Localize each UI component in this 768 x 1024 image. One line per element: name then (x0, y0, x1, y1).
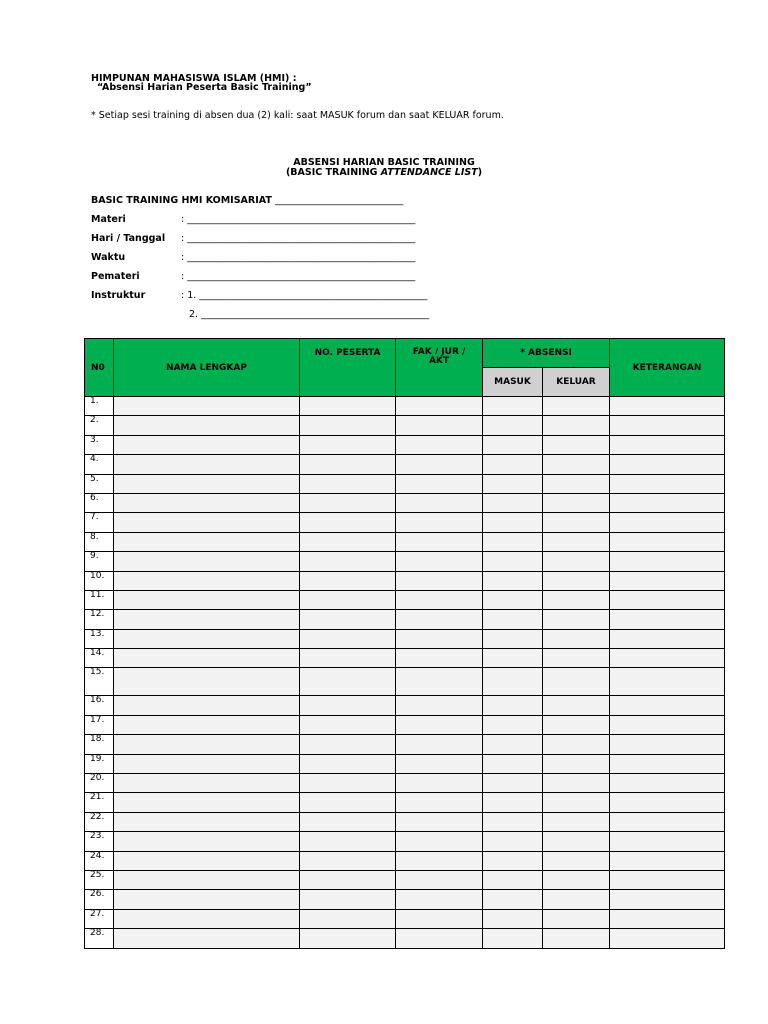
table-row (85, 590, 725, 609)
cell-masuk[interactable] (483, 629, 543, 648)
table-row (85, 715, 725, 734)
field-line-instruktur-1: : 1. ________________________________________________ (181, 290, 428, 301)
cell-masuk[interactable] (483, 532, 543, 551)
cell-keterangan[interactable] (610, 649, 725, 668)
cell-keterangan[interactable] (610, 493, 725, 512)
cell-no-peserta[interactable] (300, 474, 396, 493)
cell-masuk[interactable] (483, 649, 543, 668)
cell-keterangan[interactable] (610, 832, 725, 851)
table-row (85, 929, 725, 948)
cell-keterangan[interactable] (610, 513, 725, 532)
cell-nama[interactable] (114, 793, 300, 812)
cell-no-peserta[interactable] (300, 812, 396, 831)
cell-nama[interactable] (114, 851, 300, 870)
cell-no-peserta[interactable] (300, 571, 396, 590)
cell-keluar[interactable] (543, 870, 610, 889)
cell-no-peserta[interactable] (300, 610, 396, 629)
field-label-waktu: Waktu (91, 252, 126, 263)
row-number: 19. (85, 754, 114, 773)
cell-masuk[interactable] (483, 774, 543, 793)
row-number: 25. (85, 870, 114, 889)
cell-no-peserta[interactable] (300, 715, 396, 734)
cell-keterangan[interactable] (610, 774, 725, 793)
table-row (85, 552, 725, 571)
cell-nama[interactable] (114, 668, 300, 696)
field-label-instruktur: Instruktur (91, 290, 146, 301)
table-row (85, 870, 725, 889)
row-number: 1. (85, 397, 114, 416)
table-row (85, 493, 725, 512)
cell-masuk[interactable] (483, 493, 543, 512)
cell-masuk[interactable] (483, 793, 543, 812)
row-number: 5. (85, 474, 114, 493)
cell-keterangan[interactable] (610, 571, 725, 590)
row-number: 18. (85, 735, 114, 754)
row-number: 4. (85, 455, 114, 474)
field-line-hari: : ________________________________________________ (181, 233, 416, 244)
row-number: 11. (85, 590, 114, 609)
cell-fak[interactable] (396, 571, 483, 590)
table-row (85, 649, 725, 668)
cell-no-peserta[interactable] (300, 793, 396, 812)
cell-masuk[interactable] (483, 929, 543, 948)
cell-masuk[interactable] (483, 416, 543, 435)
cell-fak[interactable] (396, 793, 483, 812)
cell-keluar[interactable] (543, 890, 610, 909)
cell-keluar[interactable] (543, 435, 610, 454)
cell-fak[interactable] (396, 890, 483, 909)
cell-nama[interactable] (114, 571, 300, 590)
cell-fak[interactable] (396, 774, 483, 793)
cell-masuk[interactable] (483, 668, 543, 696)
cell-no-peserta[interactable] (300, 832, 396, 851)
cell-no-peserta[interactable] (300, 909, 396, 928)
cell-keterangan[interactable] (610, 552, 725, 571)
table-row (85, 851, 725, 870)
title-sub-prefix: (BASIC TRAINING (285, 167, 381, 178)
header-no-peserta: NO. PESERTA (300, 339, 396, 397)
cell-keluar[interactable] (543, 610, 610, 629)
table-row (85, 455, 725, 474)
cell-keterangan[interactable] (610, 735, 725, 754)
cell-fak[interactable] (396, 610, 483, 629)
row-number: 16. (85, 696, 114, 715)
cell-keterangan[interactable] (610, 812, 725, 831)
cell-nama[interactable] (114, 870, 300, 889)
cell-no-peserta[interactable] (300, 590, 396, 609)
cell-no-peserta[interactable] (300, 416, 396, 435)
cell-no-peserta[interactable] (300, 668, 396, 696)
komisariat-field (91, 195, 403, 206)
cell-masuk[interactable] (483, 435, 543, 454)
table-row (85, 397, 725, 416)
table-row (85, 435, 725, 454)
row-number: 15. (85, 668, 114, 696)
cell-fak[interactable] (396, 590, 483, 609)
cell-nama[interactable] (114, 629, 300, 648)
cell-no-peserta[interactable] (300, 774, 396, 793)
field-label-materi: Materi (91, 214, 126, 225)
cell-masuk[interactable] (483, 754, 543, 773)
cell-keterangan[interactable] (610, 890, 725, 909)
cell-keluar[interactable] (543, 649, 610, 668)
cell-masuk[interactable] (483, 571, 543, 590)
cell-keterangan[interactable] (610, 397, 725, 416)
attendance-note: * Setiap sesi training di absen dua (2) kali: saat MASUK forum dan saat KELUAR forum. (91, 110, 504, 121)
row-number: 22. (85, 812, 114, 831)
org-title: HIMPUNAN MAHASISWA ISLAM (HMI) : (91, 73, 297, 84)
cell-nama[interactable] (114, 909, 300, 928)
title-sub-suffix: ) (477, 167, 483, 178)
cell-nama[interactable] (114, 812, 300, 831)
cell-nama[interactable] (114, 493, 300, 512)
cell-no-peserta[interactable] (300, 696, 396, 715)
row-number: 24. (85, 851, 114, 870)
cell-masuk[interactable] (483, 590, 543, 609)
table-row (85, 774, 725, 793)
cell-nama[interactable] (114, 735, 300, 754)
cell-keluar[interactable] (543, 571, 610, 590)
cell-keterangan[interactable] (610, 590, 725, 609)
header-masuk: MASUK (483, 368, 543, 397)
row-number: 2. (85, 416, 114, 435)
cell-keterangan[interactable] (610, 754, 725, 773)
komisariat-line: ___________________________ (275, 195, 404, 206)
cell-no-peserta[interactable] (300, 929, 396, 948)
row-number: 13. (85, 629, 114, 648)
cell-keterangan[interactable] (610, 793, 725, 812)
cell-keluar[interactable] (543, 774, 610, 793)
cell-nama[interactable] (114, 610, 300, 629)
cell-masuk[interactable] (483, 890, 543, 909)
cell-keterangan[interactable] (610, 851, 725, 870)
cell-keluar[interactable] (543, 552, 610, 571)
cell-nama[interactable] (114, 649, 300, 668)
cell-nama[interactable] (114, 832, 300, 851)
row-number: 28. (85, 929, 114, 948)
cell-masuk[interactable] (483, 735, 543, 754)
cell-fak[interactable] (396, 668, 483, 696)
cell-no-peserta[interactable] (300, 532, 396, 551)
cell-fak[interactable] (396, 870, 483, 889)
cell-fak[interactable] (396, 832, 483, 851)
row-number: 27. (85, 909, 114, 928)
cell-nama[interactable] (114, 890, 300, 909)
table-row (85, 696, 725, 715)
cell-fak[interactable] (396, 493, 483, 512)
cell-keluar[interactable] (543, 455, 610, 474)
header-keterangan: KETERANGAN (610, 339, 725, 397)
row-number: 10. (85, 571, 114, 590)
cell-keluar[interactable] (543, 754, 610, 773)
cell-masuk[interactable] (483, 513, 543, 532)
cell-nama[interactable] (114, 455, 300, 474)
row-number: 8. (85, 532, 114, 551)
table-row (85, 909, 725, 928)
field-line-pemateri: : ________________________________________________ (181, 271, 416, 282)
cell-keluar[interactable] (543, 832, 610, 851)
table-row (85, 532, 725, 551)
header-keluar: KELUAR (543, 368, 610, 397)
cell-fak[interactable] (396, 851, 483, 870)
cell-keterangan[interactable] (610, 532, 725, 551)
cell-nama[interactable] (114, 696, 300, 715)
table-row (85, 793, 725, 812)
cell-no-peserta[interactable] (300, 455, 396, 474)
cell-no-peserta[interactable] (300, 851, 396, 870)
cell-nama[interactable] (114, 513, 300, 532)
komisariat-label: BASIC TRAINING HMI KOMISARIAT (91, 195, 272, 206)
cell-fak[interactable] (396, 455, 483, 474)
cell-keterangan[interactable] (610, 474, 725, 493)
cell-keluar[interactable] (543, 735, 610, 754)
cell-keluar[interactable] (543, 793, 610, 812)
cell-fak[interactable] (396, 513, 483, 532)
title-sub-italic: ATTENDANCE LIST (380, 167, 478, 178)
field-line-waktu: : ________________________________________________ (181, 252, 416, 263)
cell-no-peserta[interactable] (300, 513, 396, 532)
row-number: 20. (85, 774, 114, 793)
attendance-table (84, 338, 725, 949)
table-row (85, 610, 725, 629)
row-number: 7. (85, 513, 114, 532)
table-row (85, 513, 725, 532)
cell-nama[interactable] (114, 552, 300, 571)
cell-nama[interactable] (114, 397, 300, 416)
table-body (85, 397, 725, 949)
table-row (85, 832, 725, 851)
field-line-instruktur-2: 2. ________________________________________________ (189, 309, 430, 320)
table-row (85, 416, 725, 435)
table-row (85, 629, 725, 648)
cell-keluar[interactable] (543, 474, 610, 493)
cell-keterangan[interactable] (610, 416, 725, 435)
header-nama: NAMA LENGKAP (114, 339, 300, 397)
cell-masuk[interactable] (483, 812, 543, 831)
cell-keluar[interactable] (543, 812, 610, 831)
cell-keluar[interactable] (543, 851, 610, 870)
cell-keluar[interactable] (543, 416, 610, 435)
cell-no-peserta[interactable] (300, 397, 396, 416)
cell-nama[interactable] (114, 929, 300, 948)
row-number: 3. (85, 435, 114, 454)
field-line-materi: : ________________________________________________ (181, 214, 416, 225)
cell-nama[interactable] (114, 715, 300, 734)
cell-fak[interactable] (396, 929, 483, 948)
cell-keluar[interactable] (543, 590, 610, 609)
header-absensi: * ABSENSI (483, 339, 610, 368)
cell-fak[interactable] (396, 754, 483, 773)
cell-masuk[interactable] (483, 715, 543, 734)
cell-keluar[interactable] (543, 715, 610, 734)
cell-masuk[interactable] (483, 552, 543, 571)
cell-fak[interactable] (396, 474, 483, 493)
cell-keluar[interactable] (543, 532, 610, 551)
row-number: 26. (85, 890, 114, 909)
cell-masuk[interactable] (483, 832, 543, 851)
cell-fak[interactable] (396, 532, 483, 551)
document-subtitle: “Absensi Harian Peserta Basic Training” (97, 82, 312, 93)
row-number: 21. (85, 793, 114, 812)
cell-keterangan[interactable] (610, 715, 725, 734)
cell-fak[interactable] (396, 696, 483, 715)
cell-no-peserta[interactable] (300, 552, 396, 571)
cell-keterangan[interactable] (610, 696, 725, 715)
row-number: 17. (85, 715, 114, 734)
cell-nama[interactable] (114, 590, 300, 609)
cell-fak[interactable] (396, 552, 483, 571)
table-row (85, 571, 725, 590)
cell-keluar[interactable] (543, 929, 610, 948)
cell-no-peserta[interactable] (300, 754, 396, 773)
cell-masuk[interactable] (483, 696, 543, 715)
cell-keterangan[interactable] (610, 870, 725, 889)
field-label-hari: Hari / Tanggal (91, 233, 166, 244)
cell-keterangan[interactable] (610, 455, 725, 474)
field-label-pemateri: Pemateri (91, 271, 140, 282)
cell-keluar[interactable] (543, 513, 610, 532)
cell-keterangan[interactable] (610, 929, 725, 948)
row-number: 6. (85, 493, 114, 512)
cell-nama[interactable] (114, 435, 300, 454)
cell-nama[interactable] (114, 774, 300, 793)
cell-nama[interactable] (114, 754, 300, 773)
cell-masuk[interactable] (483, 455, 543, 474)
table-row (85, 474, 725, 493)
table-row (85, 812, 725, 831)
cell-fak[interactable] (396, 435, 483, 454)
cell-masuk[interactable] (483, 397, 543, 416)
cell-fak[interactable] (396, 649, 483, 668)
row-number: 9. (85, 552, 114, 571)
cell-no-peserta[interactable] (300, 890, 396, 909)
cell-fak[interactable] (396, 735, 483, 754)
table-row (85, 890, 725, 909)
cell-fak[interactable] (396, 715, 483, 734)
cell-nama[interactable] (114, 474, 300, 493)
cell-fak[interactable] (396, 416, 483, 435)
cell-keterangan[interactable] (610, 668, 725, 696)
cell-no-peserta[interactable] (300, 435, 396, 454)
cell-keluar[interactable] (543, 696, 610, 715)
cell-fak[interactable] (396, 397, 483, 416)
cell-nama[interactable] (114, 532, 300, 551)
header-fak: FAK / JUR / AKT (396, 339, 483, 397)
table-row (85, 668, 725, 696)
cell-no-peserta[interactable] (300, 870, 396, 889)
cell-keluar[interactable] (543, 629, 610, 648)
row-number: 14. (85, 649, 114, 668)
cell-fak[interactable] (396, 812, 483, 831)
header-no: N0 (85, 339, 114, 397)
cell-masuk[interactable] (483, 851, 543, 870)
cell-masuk[interactable] (483, 474, 543, 493)
cell-keluar[interactable] (543, 909, 610, 928)
cell-keluar[interactable] (543, 493, 610, 512)
cell-keluar[interactable] (543, 397, 610, 416)
cell-keterangan[interactable] (610, 909, 725, 928)
cell-no-peserta[interactable] (300, 493, 396, 512)
cell-masuk[interactable] (483, 610, 543, 629)
cell-fak[interactable] (396, 629, 483, 648)
row-number: 23. (85, 832, 114, 851)
cell-masuk[interactable] (483, 909, 543, 928)
cell-keterangan[interactable] (610, 435, 725, 454)
cell-nama[interactable] (114, 416, 300, 435)
row-number: 12. (85, 610, 114, 629)
cell-no-peserta[interactable] (300, 629, 396, 648)
cell-no-peserta[interactable] (300, 735, 396, 754)
table-row (85, 735, 725, 754)
cell-keterangan[interactable] (610, 629, 725, 648)
cell-fak[interactable] (396, 909, 483, 928)
main-title-sub (234, 167, 534, 178)
main-title: ABSENSI HARIAN BASIC TRAINING (293, 157, 475, 168)
cell-masuk[interactable] (483, 870, 543, 889)
cell-keluar[interactable] (543, 668, 610, 696)
cell-no-peserta[interactable] (300, 649, 396, 668)
table-row (85, 754, 725, 773)
cell-keterangan[interactable] (610, 610, 725, 629)
